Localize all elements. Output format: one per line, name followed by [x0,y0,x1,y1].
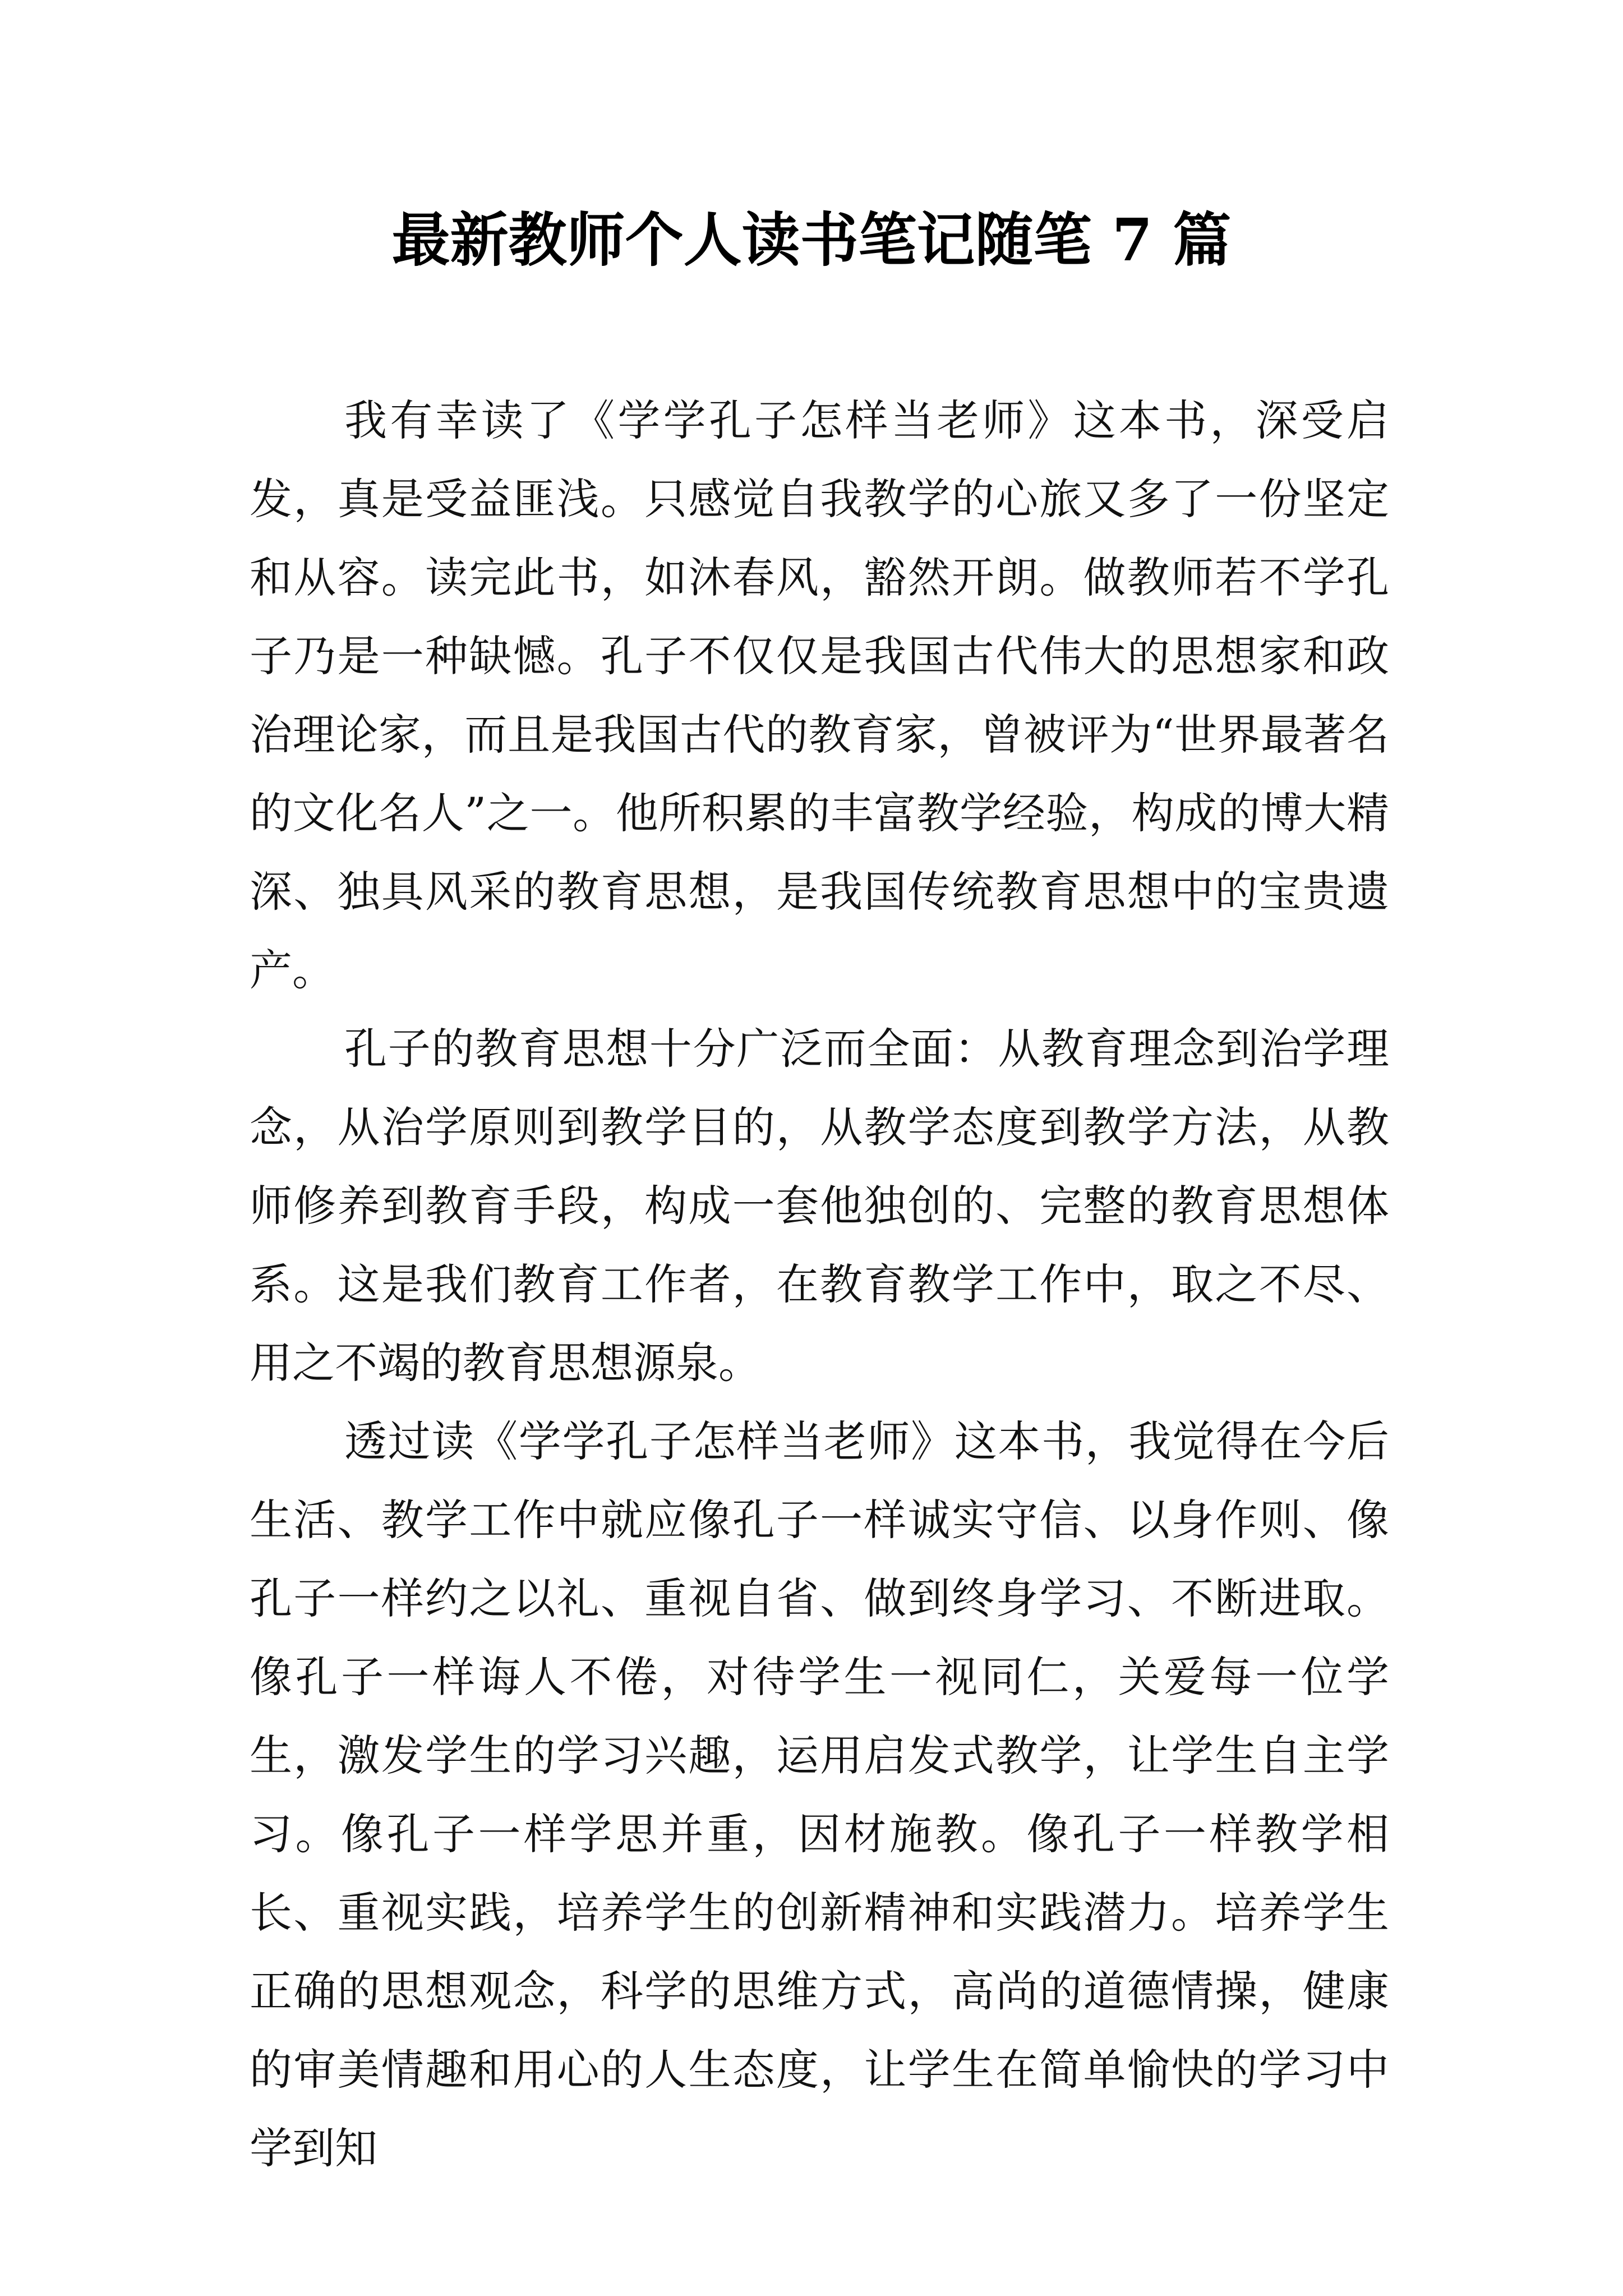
paragraph-2: 孔子的教育思想十分广泛而全面：从教育理念到治学理念，从治学原则到教学目的，从教学态度到教学方法，从教师修养到教育手段，构成一套他独创的、完整的教育思想体系。这是我们教育工作者，在教育教学工作中，取之不尽、用之不竭的教育思想源泉。 [250,1024,1389,1388]
document-title: 最新教师个人读书笔记随笔 7 篇 [391,205,1232,274]
paragraph-1: 我有幸读了《学学孔子怎样当老师》这本书，深受启发，真是受益匪浅。只感觉自我教学的心旅又多了一份坚定和从容。读完此书，如沐春风，豁然开朗。做教师若不学孔子乃是一种缺憾。孔子不仅仅是我国古代伟大的思想家和政治理论家，而且是我国古代的教育家，曾被评为“世界最著名的文化名人”之一。他所积累的丰富教学经验，构成的博大精深、独具风采的教育思想，是我国传统教育思想中的宝贵遗产。 [250,395,1389,995]
document-body [250,381,1389,2188]
paragraph-3: 透过读《学学孔子怎样当老师》这本书，我觉得在今后生活、教学工作中就应像孔子一样诚实守信、以身作则、像孔子一样约之以礼、重视自省、做到终身学习、不断进取。像孔子一样诲人不倦，对待学生一视同仁，关爱每一位学生，激发学生的学习兴趣，运用启发式教学，让学生自主学习。像孔子一样学思并重，因材施教。像孔子一样教学相长、重视实践，培养学生的创新精神和实践潜力。培养学生正确的思想观念，科学的思维方式，高尚的道德情操，健康的审美情趣和用心的人生态度，让学生在简单愉快的学习中学到知 [250,1416,1389,2173]
